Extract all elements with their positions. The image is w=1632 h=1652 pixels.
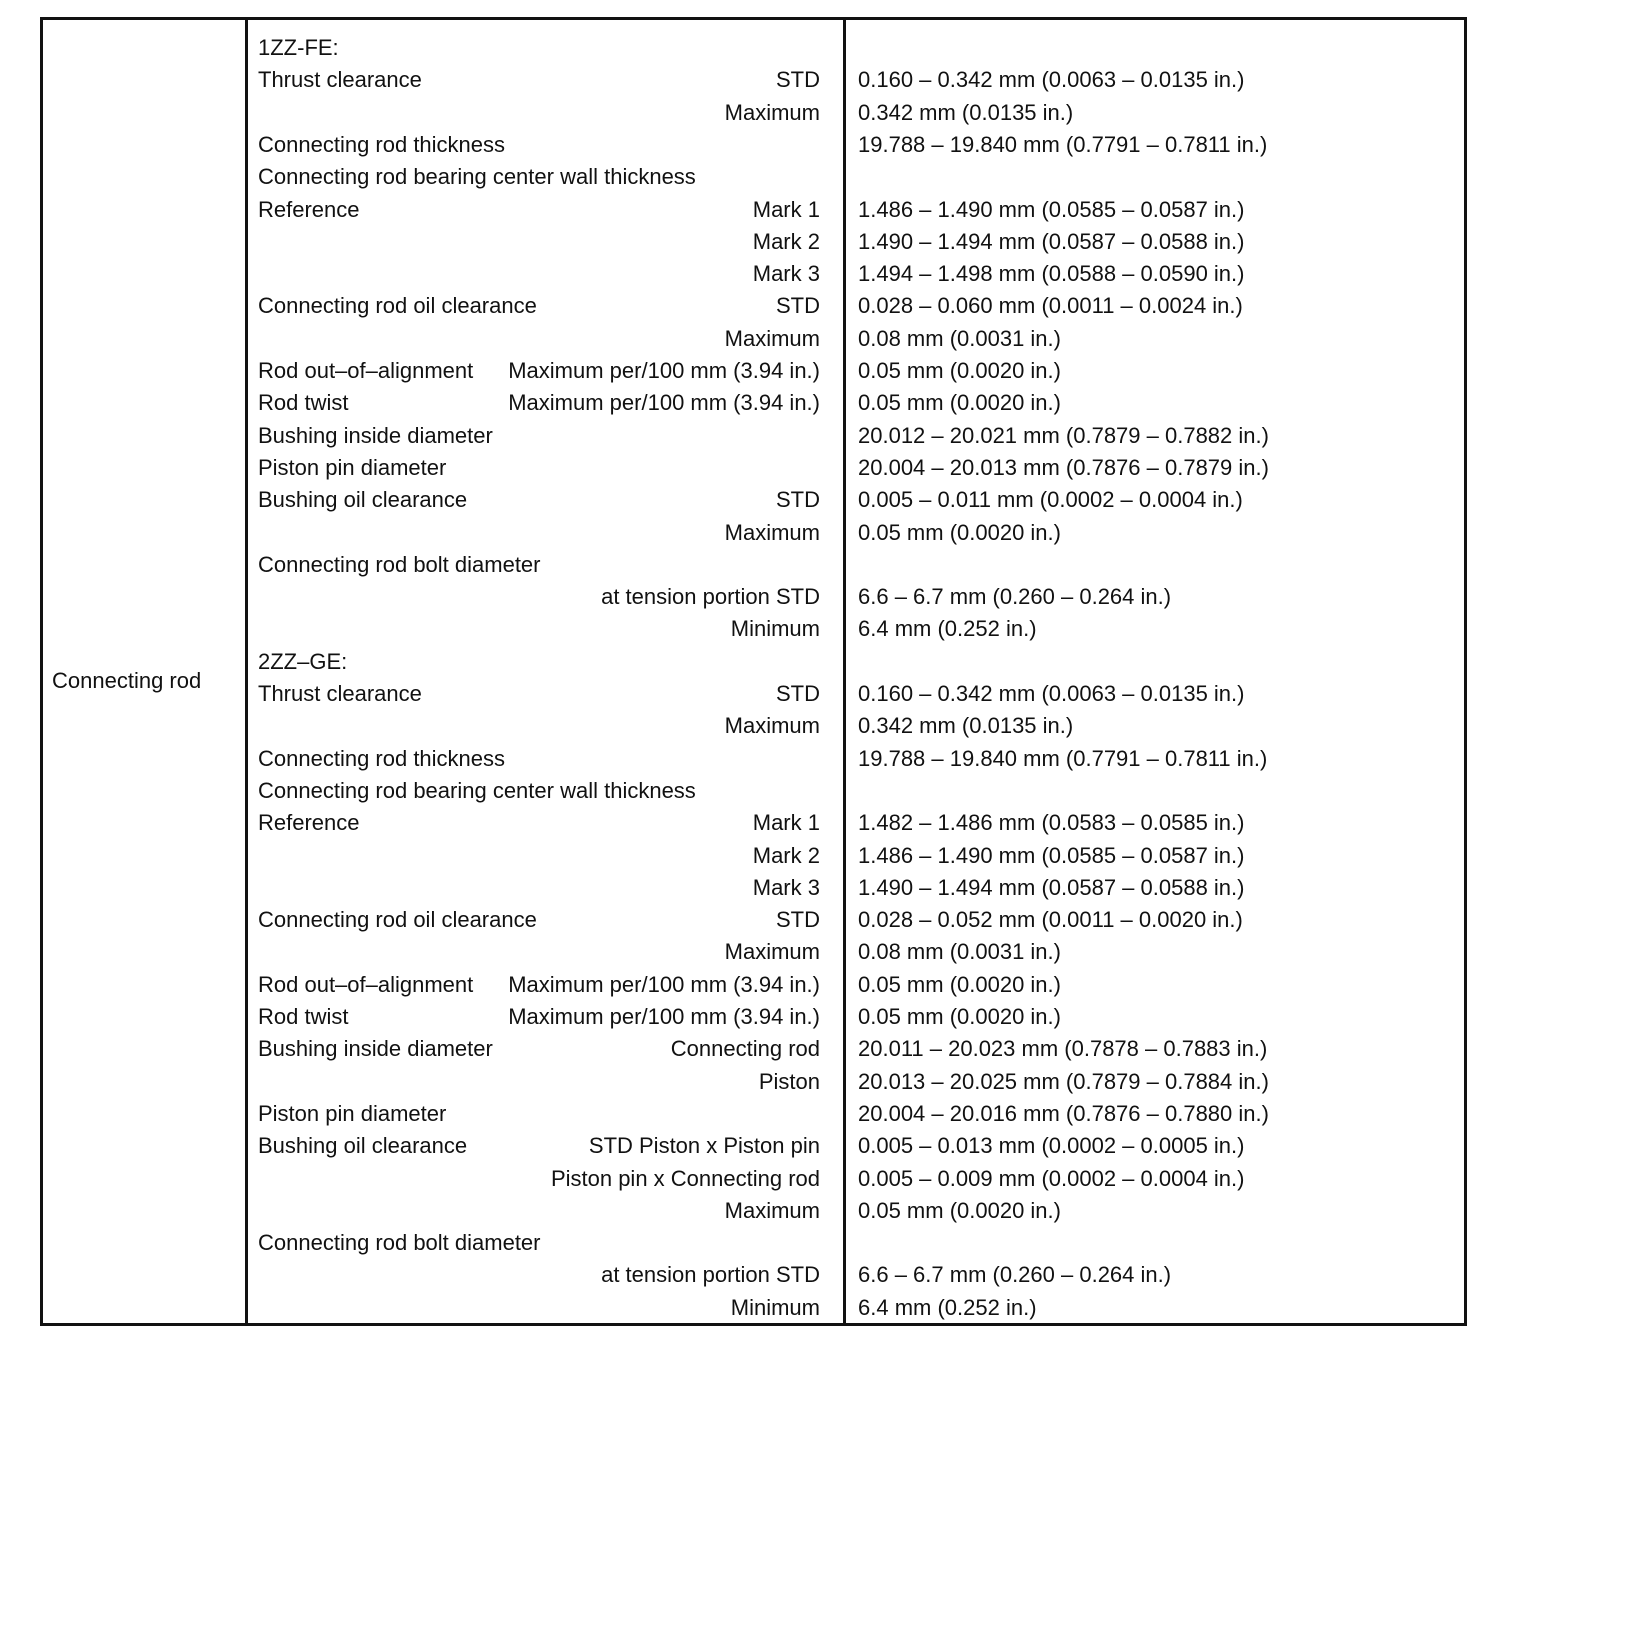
spec-condition: Mark 2	[752, 842, 820, 868]
spec-condition: Maximum per/100 mm (3.94 in.)	[508, 358, 820, 383]
spec-value: 0.05 mm (0.0020 in.)	[858, 519, 1061, 545]
table-row	[43, 1098, 1464, 1130]
spec-value: 0.160 – 0.342 mm (0.0063 – 0.0135 in.)	[858, 681, 1245, 706]
table-row	[43, 1163, 1464, 1195]
spec-label: Connecting rod thickness	[258, 745, 506, 771]
spec-value: 19.788 – 19.840 mm (0.7791 – 0.7811 in.)	[858, 131, 1268, 157]
spec-label: Piston pin diameter	[258, 1100, 447, 1126]
spec-value: 0.028 – 0.052 mm (0.0011 – 0.0020 in.)	[858, 907, 1243, 933]
spec-value: 1.490 – 1.494 mm (0.0587 – 0.0588 in.)	[858, 874, 1245, 900]
spec-condition: STD	[776, 293, 820, 319]
spec-condition: Maximum per/100 mm (3.94 in.)	[508, 390, 820, 416]
spec-label: Connecting rod bearing center wall thickness	[258, 777, 696, 803]
spec-value: 0.342 mm (0.0135 in.)	[858, 99, 1074, 125]
spec-value: 20.011 – 20.023 mm (0.7878 – 0.7883 in.)	[858, 1036, 1268, 1062]
table-row	[43, 743, 1464, 775]
spec-condition: Minimum	[730, 616, 820, 642]
spec-table	[40, 17, 1467, 1326]
spec-value: 0.05 mm (0.0020 in.)	[858, 358, 1061, 383]
spec-condition: STD	[776, 487, 820, 513]
spec-condition: Maximum	[724, 939, 820, 965]
spec-value: 0.160 – 0.342 mm (0.0063 – 0.0135 in.)	[858, 67, 1245, 93]
spec-value: 20.004 – 20.013 mm (0.7876 – 0.7879 in.)	[858, 454, 1269, 480]
spec-condition: Mark 3	[752, 261, 820, 287]
table-row	[43, 323, 1464, 355]
table-row	[43, 129, 1464, 161]
table-row	[43, 258, 1464, 290]
spec-condition: STD	[776, 907, 820, 933]
table-row	[43, 452, 1464, 484]
spec-condition: Mark 1	[752, 810, 820, 836]
table-row	[43, 97, 1464, 129]
table-row	[43, 710, 1464, 742]
spec-value: 6.4 mm (0.252 in.)	[858, 1294, 1037, 1320]
spec-value: 1.486 – 1.490 mm (0.0585 – 0.0587 in.)	[858, 842, 1245, 868]
table-row	[43, 1259, 1464, 1291]
spec-value: 1.482 – 1.486 mm (0.0583 – 0.0585 in.)	[858, 810, 1245, 836]
table-row	[43, 290, 1464, 322]
table-row	[43, 969, 1464, 1001]
spec-condition: Mark 1	[752, 196, 820, 222]
table-row	[43, 1001, 1464, 1033]
spec-condition: at tension portion STD	[601, 1262, 820, 1288]
spec-condition: Maximum	[724, 713, 820, 739]
spec-condition: STD	[776, 67, 820, 93]
spec-condition: Minimum	[730, 1294, 820, 1320]
spec-condition: Maximum	[724, 99, 820, 125]
spec-label: Bushing oil clearance	[258, 1133, 468, 1159]
spec-value: 0.05 mm (0.0020 in.)	[858, 971, 1061, 997]
spec-label: 1ZZ-FE:	[258, 35, 339, 60]
spec-value: 0.005 – 0.013 mm (0.0002 – 0.0005 in.)	[858, 1133, 1245, 1159]
table-row	[43, 1066, 1464, 1098]
table-row	[43, 1227, 1464, 1259]
spec-label: Bushing inside diameter	[258, 422, 493, 448]
table-row	[43, 678, 1464, 710]
spec-label: Connecting rod oil clearance	[258, 907, 537, 933]
spec-value: 1.494 – 1.498 mm (0.0588 – 0.0590 in.)	[858, 261, 1245, 287]
spec-condition: Mark 2	[752, 228, 820, 254]
spec-label: 2ZZ–GE:	[258, 648, 348, 674]
spec-value: 0.005 – 0.009 mm (0.0002 – 0.0004 in.)	[858, 1165, 1245, 1191]
table-row	[43, 484, 1464, 516]
spec-label: Piston pin diameter	[258, 454, 447, 480]
spec-label: Bushing inside diameter	[258, 1036, 493, 1062]
table-row	[43, 775, 1464, 807]
spec-value: 0.05 mm (0.0020 in.)	[858, 1197, 1061, 1223]
spec-value: 0.08 mm (0.0031 in.)	[858, 939, 1061, 965]
table-row	[43, 1292, 1464, 1324]
spec-condition: Maximum per/100 mm (3.94 in.)	[508, 1004, 820, 1029]
spec-value: 0.08 mm (0.0031 in.)	[858, 325, 1061, 351]
spec-value: 1.486 – 1.490 mm (0.0585 – 0.0587 in.)	[858, 196, 1245, 222]
spec-label: Rod twist	[258, 1004, 349, 1029]
spec-value: 20.013 – 20.025 mm (0.7879 – 0.7884 in.)	[858, 1068, 1269, 1094]
table-row	[43, 840, 1464, 872]
spec-value: 19.788 – 19.840 mm (0.7791 – 0.7811 in.)	[858, 745, 1268, 771]
spec-label: Thrust clearance	[258, 67, 422, 93]
spec-label: Connecting rod bearing center wall thickness	[258, 164, 696, 190]
spec-label: Rod out–of–alignment	[258, 358, 474, 383]
spec-condition: Maximum	[724, 1197, 820, 1223]
table-row	[43, 613, 1464, 645]
spec-label: Connecting rod thickness	[258, 131, 506, 157]
spec-label: Connecting rod bolt diameter	[258, 551, 541, 577]
spec-value: 0.005 – 0.011 mm (0.0002 – 0.0004 in.)	[858, 487, 1243, 513]
table-row	[43, 420, 1464, 452]
spec-value: 20.004 – 20.016 mm (0.7876 – 0.7880 in.)	[858, 1100, 1269, 1126]
table-row	[43, 1130, 1464, 1162]
table-row	[43, 32, 1464, 64]
spec-condition: STD Piston x Piston pin	[588, 1133, 820, 1159]
table-row	[43, 387, 1464, 419]
spec-condition: at tension portion STD	[601, 584, 820, 610]
spec-condition: Connecting rod	[670, 1036, 820, 1062]
spec-value: 0.05 mm (0.0020 in.)	[858, 390, 1061, 416]
spec-label: Reference	[258, 810, 360, 836]
table-row	[43, 226, 1464, 258]
table-row	[43, 936, 1464, 968]
spec-value: 1.490 – 1.494 mm (0.0587 – 0.0588 in.)	[858, 228, 1245, 254]
spec-label: Thrust clearance	[258, 681, 422, 706]
table-row	[43, 807, 1464, 839]
category-cell: Connecting rod	[52, 668, 202, 693]
table-row	[43, 904, 1464, 936]
spec-label: Connecting rod oil clearance	[258, 293, 537, 319]
table-row	[43, 161, 1464, 193]
spec-condition: Maximum per/100 mm (3.94 in.)	[508, 971, 820, 997]
table-row	[43, 355, 1464, 387]
spec-value: 0.05 mm (0.0020 in.)	[858, 1004, 1061, 1029]
table-row	[43, 517, 1464, 549]
table-row	[43, 1033, 1464, 1065]
spec-value: 0.028 – 0.060 mm (0.0011 – 0.0024 in.)	[858, 293, 1243, 319]
spec-condition: Maximum	[724, 325, 820, 351]
spec-label: Rod out–of–alignment	[258, 971, 474, 997]
table-row	[43, 194, 1464, 226]
spec-value: 6.6 – 6.7 mm (0.260 – 0.264 in.)	[858, 584, 1172, 610]
spec-label: Reference	[258, 196, 360, 222]
spec-value: 6.4 mm (0.252 in.)	[858, 616, 1037, 642]
spec-condition: STD	[776, 681, 820, 706]
table-row	[43, 872, 1464, 904]
spec-value: 0.342 mm (0.0135 in.)	[858, 713, 1074, 739]
table-row	[43, 64, 1464, 96]
spec-condition: Piston pin x Connecting rod	[550, 1165, 820, 1191]
table-row	[43, 646, 1464, 678]
spec-condition: Maximum	[724, 519, 820, 545]
spec-value: 20.012 – 20.021 mm (0.7879 – 0.7882 in.)	[858, 422, 1269, 448]
table-row	[43, 581, 1464, 613]
table-row	[43, 1195, 1464, 1227]
spec-label: Bushing oil clearance	[258, 487, 468, 513]
spec-label: Connecting rod bolt diameter	[258, 1230, 541, 1256]
spec-condition: Piston	[758, 1068, 820, 1094]
table-row	[43, 549, 1464, 581]
spec-value: 6.6 – 6.7 mm (0.260 – 0.264 in.)	[858, 1262, 1172, 1288]
spec-condition: Mark 3	[752, 874, 820, 900]
spec-label: Rod twist	[258, 390, 349, 416]
